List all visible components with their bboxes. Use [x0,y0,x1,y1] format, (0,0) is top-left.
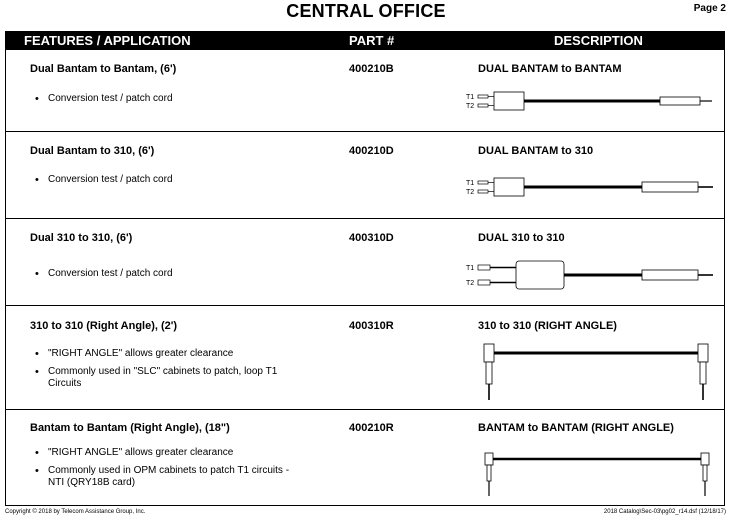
part-number: 400210D [349,145,394,157]
page-number: Page 2 [693,3,726,14]
right-angle-plug-right [698,344,708,400]
product-title: 310 to 310 (Right Angle), (2') [30,320,178,332]
table-row [6,218,724,306]
feature-list [32,93,173,111]
feature-item: • "RIGHT ANGLE" allows greater clearance [32,447,302,459]
diagram-label-t2: T2 [466,189,475,196]
product-title: Dual Bantam to 310, (6') [30,145,155,157]
feature-item: • Conversion test / patch cord [32,93,173,105]
catalog-table [5,31,725,506]
bantam-plug-pair [478,181,494,193]
description-title: DUAL BANTAM to BANTAM [478,63,622,75]
diagram-label-t1: T1 [466,265,475,272]
right-angle-cord-diagram [480,342,720,404]
copyright-text: Copyright © 2018 by Telecom Assistance Group, Inc. [5,509,146,515]
page-title: CENTRAL OFFICE [286,1,446,21]
feature-item: • Conversion test / patch cord [32,174,173,186]
310-plug-pair [478,265,516,285]
part-number: 400210B [349,63,394,75]
feature-list [32,447,302,495]
feature-item: • "RIGHT ANGLE" allows greater clearance [32,348,302,360]
header-part: PART # [349,33,395,48]
diagram-label-t2: T2 [466,103,475,110]
description-title: 310 to 310 (RIGHT ANGLE) [478,320,617,332]
part-number: 400310D [349,232,394,244]
right-angle-plug-left [485,453,493,496]
header-features: FEATURES / APPLICATION [24,33,191,48]
right-angle-cord-diagram [480,450,720,502]
310-plug-body [642,182,698,192]
description-title: DUAL BANTAM to 310 [478,145,594,157]
table-row [6,409,724,506]
part-number: 400310R [349,320,394,332]
dual-plug-body [494,178,524,196]
dual-plug-body [494,92,524,110]
catalog-file-ref: 2018 Catalog\Sec-03\pg02_r14.dsf (12/18/17) [603,509,726,515]
cord-diagram [464,172,714,202]
diagram-label-t1: T1 [466,180,475,187]
diagram-label-t2: T2 [466,280,475,287]
right-angle-plug-right [701,453,709,496]
bantam-plug-pair [478,95,494,107]
table-row [6,50,724,131]
cord-diagram [464,86,714,116]
table-row [6,131,724,219]
description-title: DUAL 310 to 310 [478,232,565,244]
310-plug-body [642,270,698,280]
feature-item: • Conversion test / patch cord [32,268,173,280]
dual-plug-body [516,261,564,289]
header-description: DESCRIPTION [554,33,643,48]
feature-list [32,174,173,192]
cord-diagram [464,257,714,293]
product-title: Bantam to Bantam (Right Angle), (18") [30,422,230,434]
right-angle-plug-left [484,344,494,400]
description-title: BANTAM to BANTAM (RIGHT ANGLE) [478,422,674,434]
diagram-label-t1: T1 [466,94,475,101]
feature-item: • Commonly used in OPM cabinets to patch T1 circuits - NTI (QRY18B card) [32,465,302,489]
product-title: Dual Bantam to Bantam, (6') [30,63,177,75]
table-row [6,305,724,410]
part-number: 400210R [349,422,394,434]
feature-list [32,268,173,286]
product-title: Dual 310 to 310, (6') [30,232,133,244]
bantam-plug-body [660,97,700,105]
feature-item: • Commonly used in "SLC" cabinets to patch, loop T1 Circuits [32,366,302,390]
table-header [6,32,724,50]
feature-list [32,348,302,396]
